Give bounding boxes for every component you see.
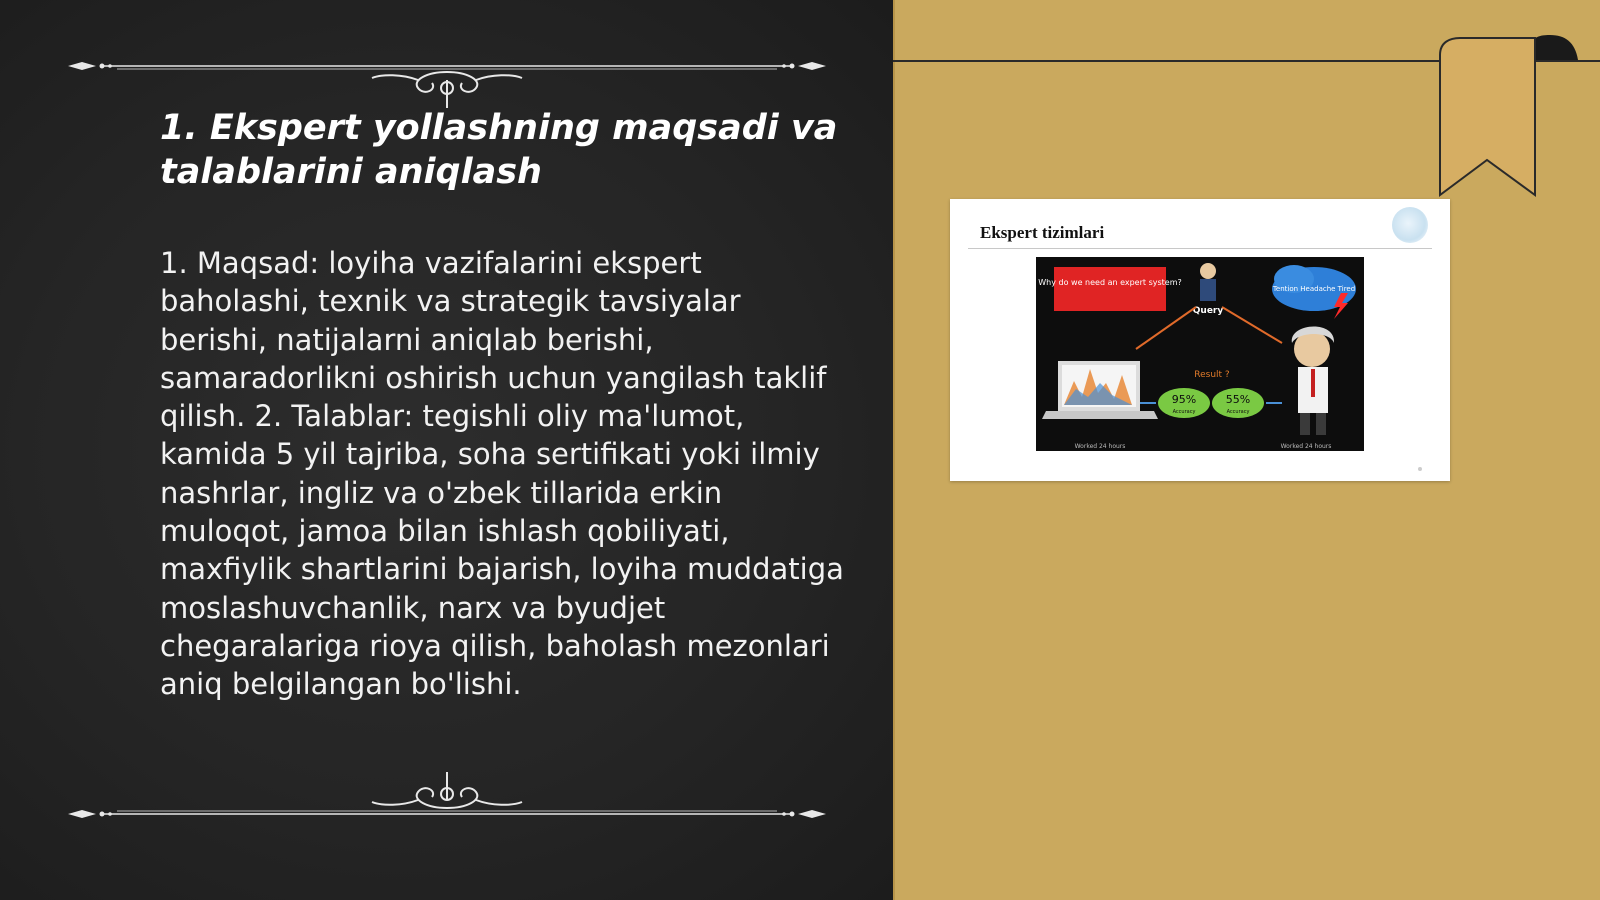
slide-thumbnail[interactable] — [950, 199, 1450, 481]
logo-icon — [1392, 207, 1428, 243]
slide-title: 1. Ekspert yollashning maqsadi va talablarini aniqlash — [160, 108, 838, 192]
thumbnail-title: Ekspert tizimlari — [980, 223, 1105, 242]
expert-system-illustration — [1036, 257, 1364, 451]
accuracy-right-caption: Accuracy — [1226, 409, 1250, 415]
query-label: Query — [1192, 306, 1224, 316]
accuracy-right: 55% — [1225, 393, 1251, 406]
ornament-divider-top — [62, 50, 832, 110]
ornament-divider-bottom — [62, 770, 832, 830]
thumbnail-page-dot — [1418, 467, 1422, 471]
thumbnail-title-rule — [968, 248, 1432, 249]
slide-body-text: 1. Maqsad: loyiha vazifalarini ekspert baholashi, texnik va strategik tavsiyalar berishi, natijalarni aniqlab berishi, samaradorlikni oshirish uchun yangilash taklif qilish. 2. Talablar: tegishli oliy ma'lumot, kamida 5 yil tajriba, soha sertifikati yoki ilmiy nashrlar, ingliz va o'zbek tillarida erkin muloqot, jamoa bilan ishlash qobiliyati, maxfiylik shartlarini bajarish, loyiha muddatiga moslashuvchanlik, narx va byudjet chegaralariga rioya qilish, baholash mezonlari aniq belgilangan bo'lishi. — [160, 246, 844, 702]
worked-left: Worked 24 hours — [1074, 443, 1126, 450]
accuracy-left-caption: Accuracy — [1172, 409, 1196, 415]
cloud-text: Tention Headache Tired — [1272, 285, 1356, 293]
bookmark-ribbon-icon — [1430, 30, 1590, 200]
result-label: Result ? — [1194, 370, 1230, 380]
accuracy-left: 95% — [1171, 393, 1197, 406]
question-text: Why do we need an expert system? — [1038, 278, 1182, 287]
worked-right: Worked 24 hours — [1280, 443, 1332, 450]
